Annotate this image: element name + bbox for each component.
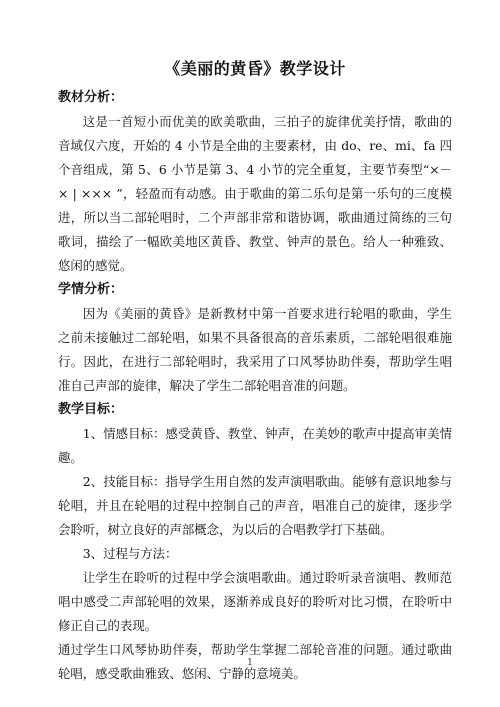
learner-analysis-paragraph: 因为《美丽的黄昏》是新教材中第一首要求进行轮唱的歌曲，学生之前未接触过二部轮唱，如果不具备很高的音乐素质，二部轮唱很难施行。因此，在进行二部轮唱时，我采用了口风琴协助伴奏，帮助学生唱准自己声部的旋律，解决了学生二部轮唱音准的问题。	[58, 306, 452, 393]
learner-analysis-heading: 学情分析：	[58, 282, 124, 297]
teaching-goals-heading: 教学目标：	[58, 402, 124, 417]
material-analysis-heading: 教材分析：	[58, 90, 124, 105]
document-title: 《美丽的黄昏》教学设计	[164, 59, 346, 78]
material-analysis-paragraph: 这是一首短小而优美的欧美歌曲，三拍子的旋律优美抒情，歌曲的音域仅六度，开始的 4 小节是全曲的主要素材，由 do、re、mi、fa 四个音组成，第 5、6 小节是第 3、4 小节的完全重复，主要节奏型“×－× | ××× ”，轻盈而有动感。由于歌曲的第二乐句是第一乐句的三度模进，所以当二部轮唱时，二个声部非常和谐协调，歌曲通过简练的三句歌词，描绘了一幅欧美地区黄昏、教堂、钟声的景色。给人一种雅致、悠闲的感觉。	[58, 114, 452, 273]
goal-process-paragraph-1: 让学生在聆听的过程中学会演唱歌曲。通过聆听录音演唱、教师范唱中感受二声部轮唱的效果，逐渐养成良好的聆听对比习惯，在聆听中修正自己的表现。	[58, 570, 452, 633]
goal-emotion: 1、情感目标：感受黄昏、教堂、钟声，在美妙的歌声中提高审美情趣。	[58, 426, 452, 465]
goal-skill: 2、技能目标：指导学生用自然的发声演唱歌曲。能够有意识地参与轮唱，并且在轮唱的过程中控制自己的声音，唱准自己的旋律，逐步学会聆听，树立良好的声部概念，为以后的合唱教学打下基础。	[58, 474, 452, 537]
goal-process-paragraph-2: 通过学生口风琴协助伴奏，帮助学生掌握二部轮音准的问题。通过歌曲轮唱，感受歌曲雅致、悠闲、宁静的意境美。	[58, 642, 452, 681]
page-number: 1	[247, 658, 253, 668]
goal-process-heading: 3、过程与方法：	[82, 546, 178, 561]
